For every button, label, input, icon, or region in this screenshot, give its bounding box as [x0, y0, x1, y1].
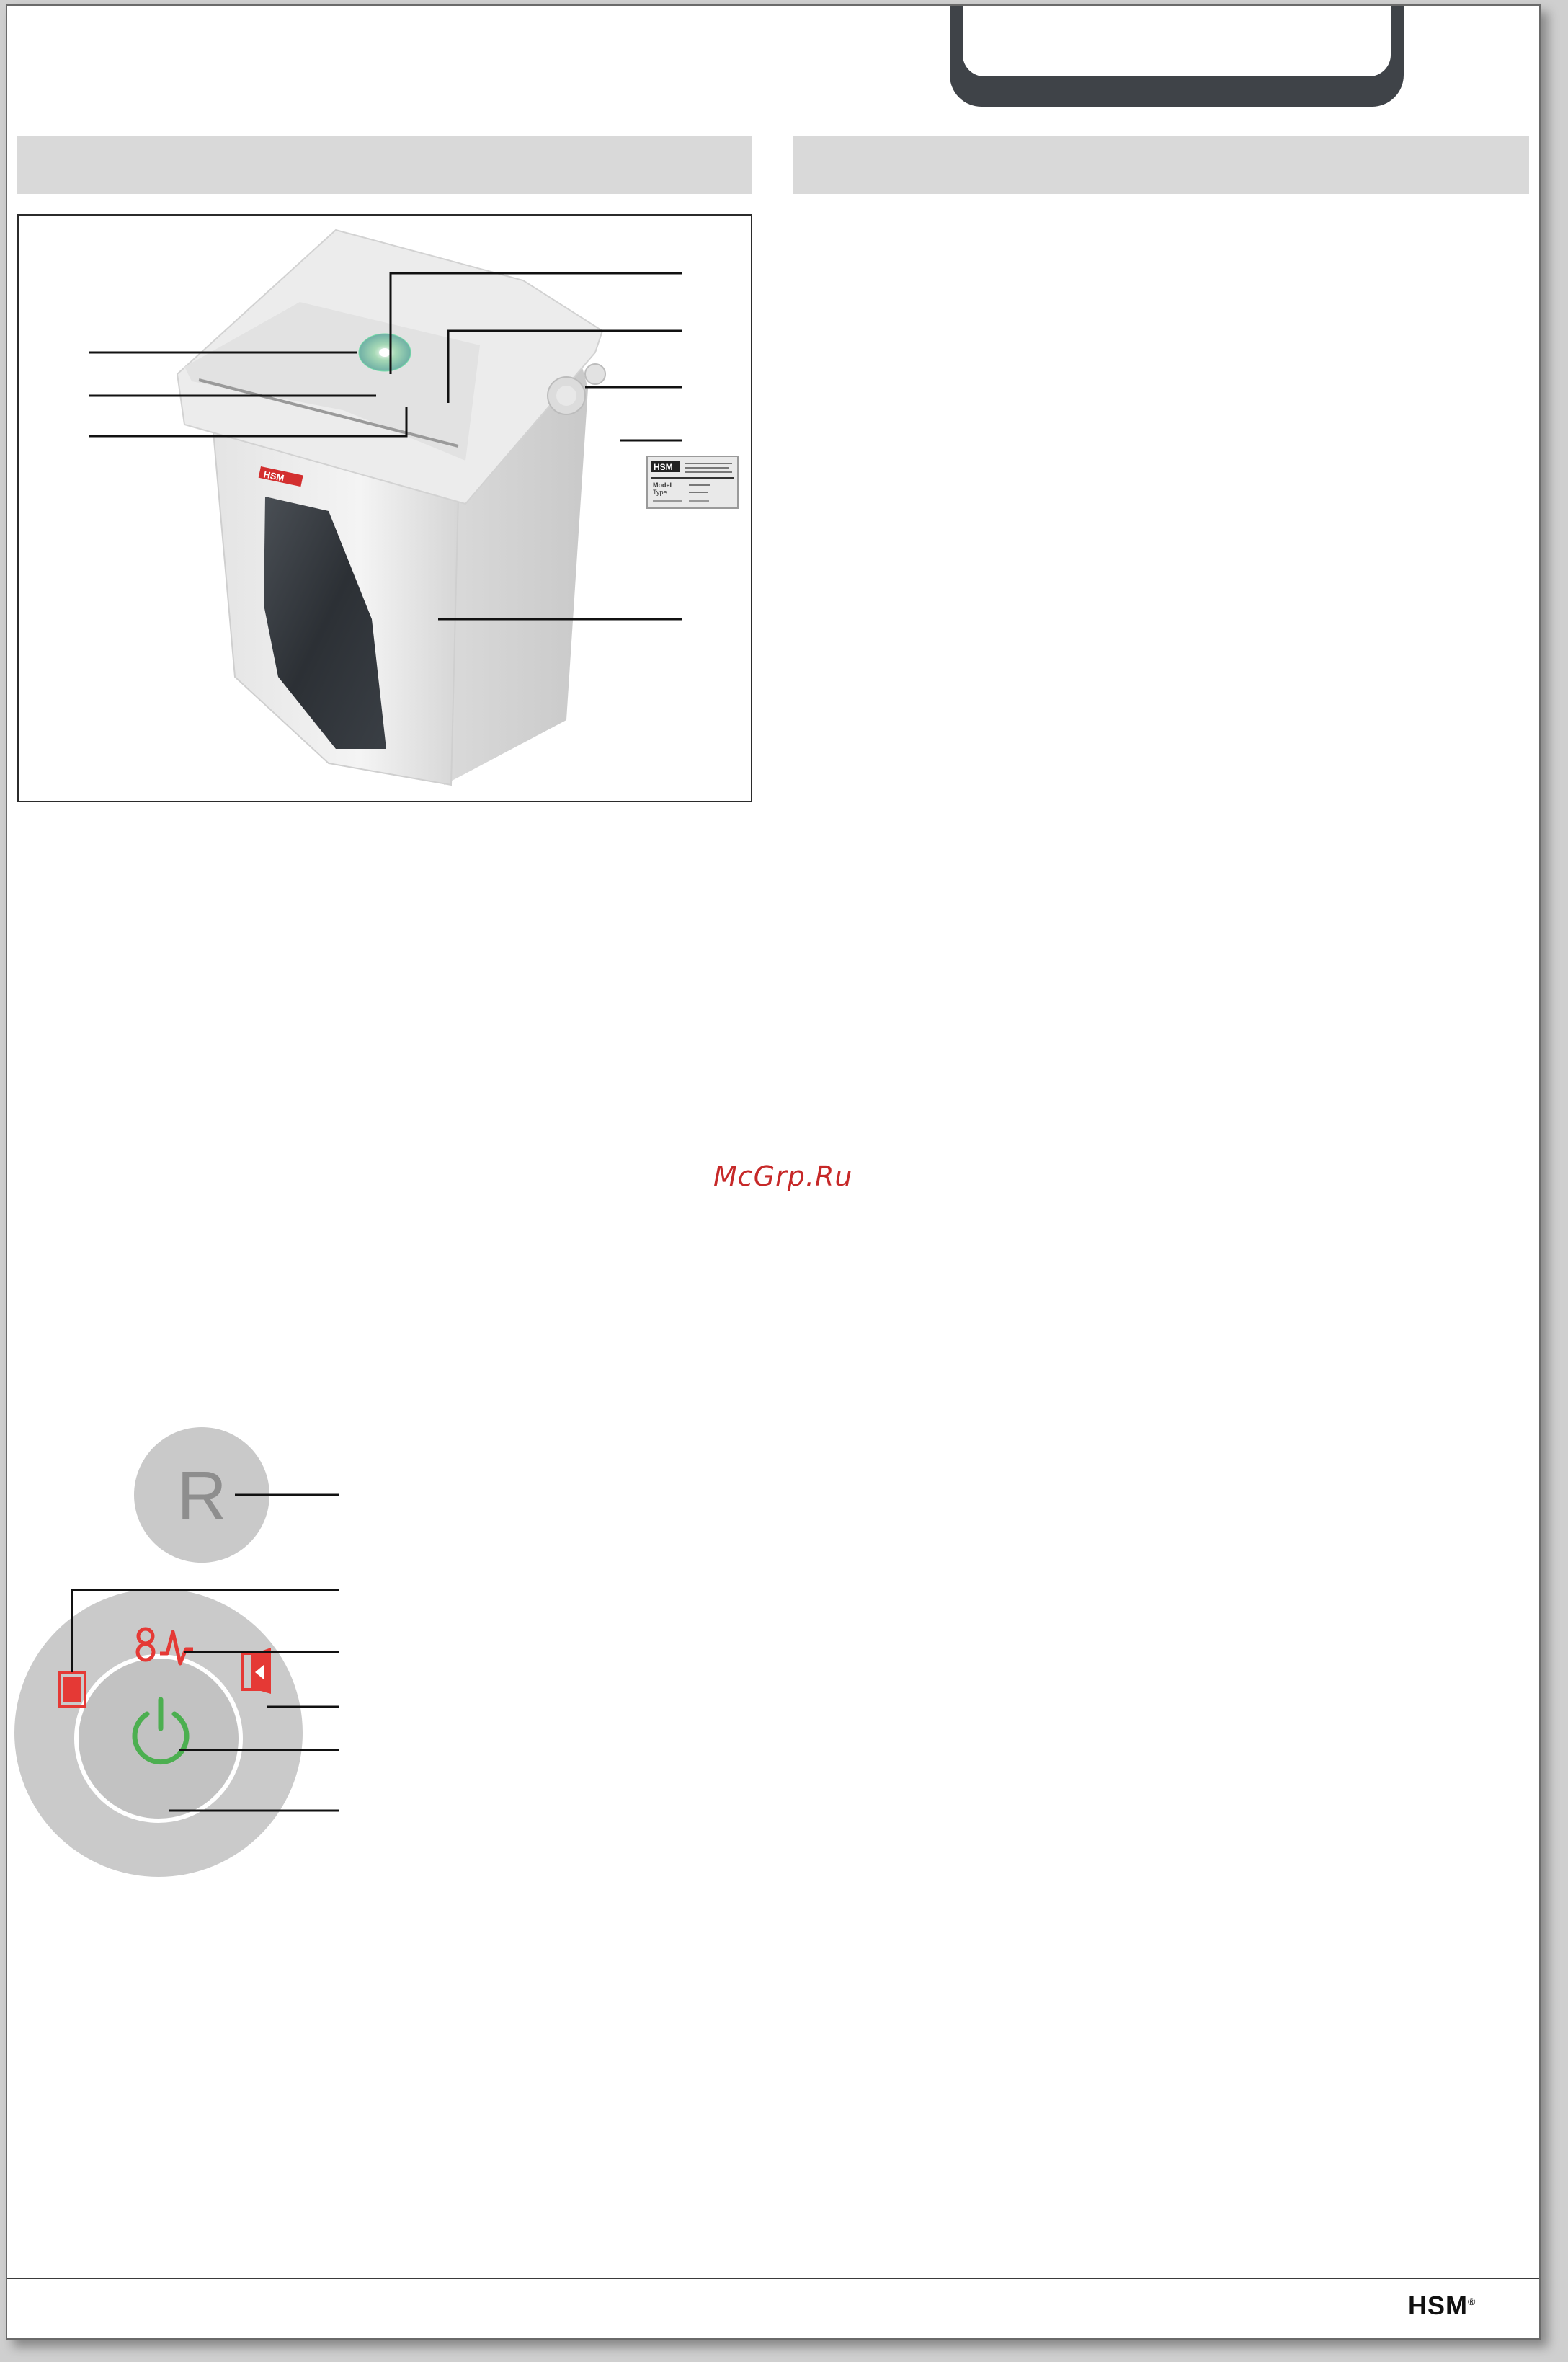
type-plate-model-label: Model — [653, 481, 672, 489]
type-plate-type-label: Type — [653, 489, 667, 496]
on-off-switch — [76, 1656, 241, 1821]
watermark-text: McGrp.Ru — [713, 1160, 853, 1192]
right-section-header-bar — [793, 136, 1529, 194]
cd-disc-hole — [379, 348, 391, 357]
manual-page — [6, 4, 1541, 2340]
reverse-button-small — [585, 364, 605, 384]
chapter-tab — [950, 4, 1404, 107]
shredder-overview-figure — [17, 214, 752, 802]
type-plate — [647, 456, 738, 508]
footer-rule — [7, 2278, 1539, 2279]
left-section-header-bar — [17, 136, 752, 194]
footer-logo-text: HSM — [1408, 2291, 1468, 2320]
footer-logo-registered-mark: ® — [1468, 2296, 1476, 2307]
operating-button-inner — [556, 386, 576, 406]
hsm-brand-text: HSM — [262, 469, 285, 484]
control-panel-diagram — [7, 1411, 382, 1916]
shredder-illustration — [19, 216, 751, 801]
chapter-tab-inner — [963, 4, 1391, 76]
footer-hsm-logo — [1408, 2291, 1476, 2321]
type-plate-brand: HSM — [654, 462, 673, 472]
reverse-button-label: R — [177, 1457, 227, 1535]
